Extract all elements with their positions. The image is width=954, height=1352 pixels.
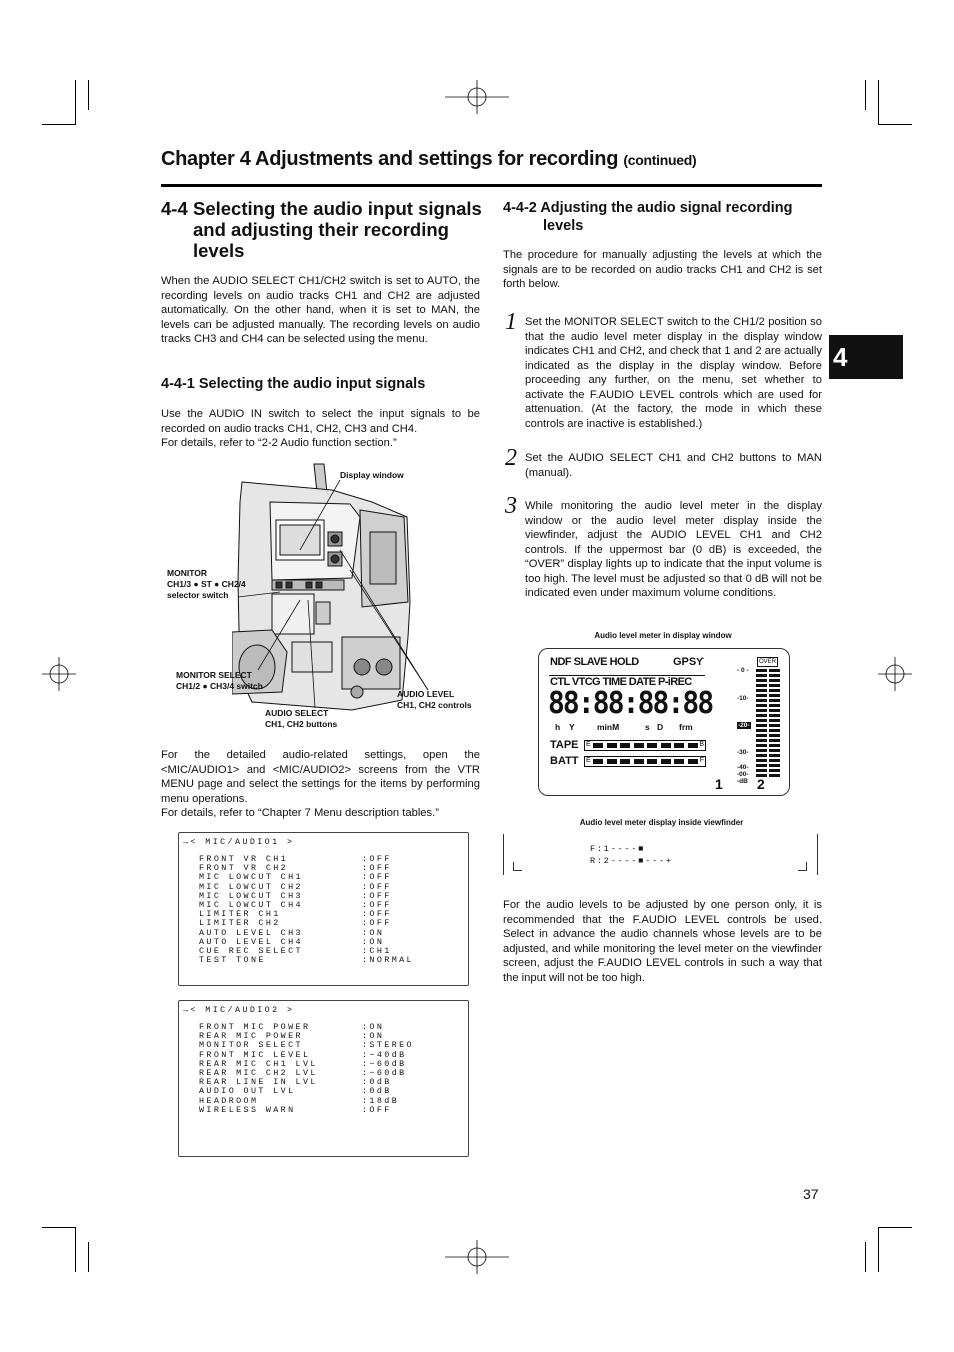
label-audiolevel-line1: AUDIO LEVEL (397, 689, 455, 699)
menu-item-label: LIMITER CH2 (199, 918, 281, 929)
bar-segment (647, 759, 657, 764)
tape-e-label: E (586, 741, 591, 748)
bar-segment (593, 743, 603, 748)
menu-item-label: LIMITER CH1 (199, 909, 281, 920)
viewfinder-meter (590, 843, 673, 867)
crop-mark (75, 1227, 76, 1272)
menu-item-value: :NORMAL (362, 955, 414, 966)
bar-segment (634, 743, 644, 748)
lcd-display-window (538, 648, 790, 796)
registration-mark-icon (445, 1240, 509, 1274)
meter-segment (769, 704, 780, 707)
menu-item-value: :−60dB (362, 1058, 407, 1069)
tape-bar (584, 740, 706, 751)
batt-f-label: F (699, 757, 704, 764)
menu-description-text: For the detailed audio-related settings, open the <MIC/AUDIO1> and <MIC/AUDIO2> screens from the VTR MENU page and select the settings for the items by performing menu operations. (161, 749, 480, 805)
lcd-gps (673, 656, 704, 668)
chapter-title: Chapter 4 Adjustments and settings for recording (161, 148, 619, 170)
menu-item-label: MIC LOWCUT CH4 (199, 900, 303, 910)
meter-segment (769, 764, 780, 767)
section-title-line1: Selecting the audio input signals (193, 198, 482, 219)
meter-segment (756, 734, 767, 737)
menu-item-value: :−40dB (362, 1049, 407, 1060)
scale-label: -dB (737, 778, 748, 785)
menu-item-label: REAR MIC CH1 LVL (199, 1058, 318, 1069)
meter-segment (769, 699, 780, 702)
section-4-4-2-title-line2: levels (543, 218, 584, 234)
meter-segment (756, 769, 767, 772)
lcd-unit-label: s (645, 722, 650, 732)
menu-item-label: FRONT MIC POWER (199, 1022, 311, 1032)
lcd-units (551, 722, 701, 732)
label-audiosel-line2: CH1, CH2 buttons (265, 719, 338, 729)
meter-segment (756, 759, 767, 762)
viewfinder-caption: Audio level meter display inside viewfinder (579, 818, 744, 827)
scale-label: -40- (737, 764, 749, 771)
crop-mark (42, 1227, 76, 1228)
menu-item-value: :OFF (362, 1104, 392, 1115)
lcd-unit-label: D (657, 722, 664, 732)
crop-mark (878, 80, 879, 125)
menu-item-label: AUDIO OUT LVL (199, 1086, 296, 1097)
label-monitor-line2: CH1/3 ● ST ● CH2/4 (167, 579, 246, 589)
label-display-window: Display window (340, 470, 404, 480)
label-monsel-line1: MONITOR SELECT (176, 670, 252, 680)
meter-segment (769, 674, 780, 677)
menu-item-value: :STEREO (362, 1040, 414, 1051)
step-2-number: 2 (505, 445, 517, 471)
meter-segment (769, 734, 780, 737)
meter-segment (756, 704, 767, 707)
meter-segment (769, 694, 780, 697)
channel-1-label: 1 (715, 776, 723, 792)
crop-mark (75, 80, 76, 125)
meter-segment (756, 744, 767, 747)
bar-segment (647, 743, 657, 748)
lcd-batt-label: BATT (550, 755, 579, 767)
lcd-tape-label: TAPE (550, 739, 579, 751)
lcd-row1: NDF SLAVE HOLD (550, 656, 639, 668)
viewfinder-line-rear: R:2----■---+ (590, 856, 673, 866)
menu-item-value: :OFF (362, 863, 392, 874)
chapter-header (161, 148, 696, 171)
menu-item-value: :OFF (362, 909, 392, 920)
step-3-number: 3 (505, 493, 517, 519)
meter-segment (756, 719, 767, 722)
menu-item-value: :−60dB (362, 1068, 407, 1078)
crop-mark (88, 1242, 89, 1272)
bar-segment (688, 743, 698, 748)
meter-segment (756, 749, 767, 752)
meter-segment (756, 729, 767, 732)
batt-e-label: E (586, 757, 591, 764)
section-4-4-1-heading: 4-4-1 Selecting the audio input signals (161, 376, 426, 392)
menu-item-value: :ON (362, 936, 385, 947)
label-monitor-selector (167, 568, 246, 601)
menu-item-value: :OFF (362, 881, 392, 892)
label-audio-level (397, 689, 472, 711)
menu-item-label: FRONT VR CH2 (199, 863, 289, 874)
section-4-4-2-intro: The procedure for manually adjusting the levels at which the signals are to be recorded on audio tracks CH1 and CH2 is set forth below. (503, 249, 822, 290)
meter-segment (769, 719, 780, 722)
bar-segment (607, 743, 617, 748)
bar-segment (607, 759, 617, 764)
menu-mic-audio1 (178, 832, 469, 986)
crop-mark (42, 124, 76, 125)
bar-segment (593, 759, 603, 764)
menu-item-value: :OFF (362, 900, 392, 910)
crop-mark (878, 124, 912, 125)
over-indicator: OVER (759, 659, 777, 665)
menu-item-value: :CH1 (362, 946, 392, 956)
label-audiolevel-line2: CH1, CH2 controls (397, 700, 472, 710)
lcd-unit-label: minM (597, 722, 620, 732)
menu-item-label: REAR MIC POWER (199, 1031, 303, 1042)
menu-mic-audio2 (178, 1000, 469, 1157)
meter-segment (769, 669, 780, 672)
menu-item-value: :ON (362, 1022, 385, 1032)
lcd-unit-label: Y (569, 722, 575, 732)
step-1-text: Set the MONITOR SELECT switch to the CH1/2 position so that the audio level meter display in the display window indicates CH1 and CH2, and check that 1 and 2 are actually indicated as the display in the display window. Before proceeding any further, on the menu, set whether to activate the F.AUDIO LEVEL controls which are used for attenuation. (At the factory, the mode in which these controls are inactive is established.) (525, 316, 822, 430)
menu-title: →< MIC/AUDIO2 > (183, 1005, 295, 1015)
section-4-4-2-heading (503, 199, 833, 235)
menu-item-value: :OFF (362, 918, 392, 929)
meter-segment (769, 724, 780, 727)
menu-item-label: FRONT MIC LEVEL (199, 1049, 311, 1060)
menu-item-label: TEST TONE (199, 955, 266, 966)
bar-segment (620, 759, 630, 764)
section-title-line3: levels (193, 240, 245, 261)
registration-mark-icon (878, 657, 912, 691)
antenna-icon: ϒ (696, 657, 704, 668)
section-4-4-1-ref: For details, refer to “2-2 Audio function section.” (161, 437, 397, 449)
batt-bar (584, 756, 706, 767)
bar-segment (634, 759, 644, 764)
page-number: 37 (803, 1186, 819, 1202)
section-4-4-1-text: Use the AUDIO IN switch to select the input signals to be recorded on audio tracks CH1, CH2, CH3 and CH4. (161, 408, 480, 435)
meter-segment (769, 759, 780, 762)
label-monitor-select (176, 670, 263, 692)
meter-segment (769, 729, 780, 732)
scale-label: -10- (737, 695, 749, 702)
bar-segment (661, 759, 671, 764)
menu-item-label: MIC LOWCUT CH2 (199, 881, 303, 892)
menu-item-label: MIC LOWCUT CH1 (199, 872, 303, 883)
meter-segment (756, 669, 767, 672)
menu-item-label: WIRELESS WARN (199, 1104, 296, 1115)
menu-item-label: REAR LINE IN LVL (199, 1077, 318, 1088)
meter-segment (756, 699, 767, 702)
menu-item-value: :0dB (362, 1077, 392, 1088)
menu-item-label: MIC LOWCUT CH3 (199, 890, 303, 901)
menu-item-label: FRONT VR CH1 (199, 854, 289, 864)
registration-mark-icon (445, 80, 509, 114)
bar-segment (674, 759, 684, 764)
meter-segment (769, 684, 780, 687)
section-4-4-heading (161, 198, 491, 261)
step-3-text: While monitoring the audio level meter in the display window or the audio level meter display inside the viewfinder, adjust the AUDIO LEVEL CH1 and CH2 controls. If the uppermost bar (0 dB) is exceeded, the “OVER” display lights up to indicate that the input volume is too high. The level must be adjusted so that 0 dB will not be indicated even under maximum volume conditions. (525, 500, 822, 599)
section-4-4-2-outro: For the audio levels to be adjusted by one person only, it is recommended that the F.AUDIO LEVEL controls be used. Select in advance the audio channels whose levels are to be adjusted, and while monitoring the level meter on the viewfinder screen, adjust the F.AUDIO LEVEL controls in such a way that the input will not be too high. (503, 899, 822, 984)
section-number: 4-4 (161, 198, 188, 219)
meter-segment (756, 679, 767, 682)
step-2-text: Set the AUDIO SELECT CH1 and CH2 buttons to MAN (manual). (525, 452, 822, 479)
lcd-digits: 88:88:88:88 (548, 686, 713, 721)
meter-segment (756, 689, 767, 692)
label-audio-select (265, 708, 337, 730)
chapter-tab: 4 (829, 335, 903, 379)
meter-segment (769, 754, 780, 757)
menu-item-value: :OFF (362, 890, 392, 901)
scale-label: -00- (737, 771, 749, 778)
crop-mark (878, 1227, 912, 1228)
crop-mark (88, 80, 89, 110)
meter-segment (769, 739, 780, 742)
viewfinder-corner (798, 862, 807, 871)
meter-segment (756, 694, 767, 697)
meter-segment (769, 714, 780, 717)
meter-segment (756, 674, 767, 677)
meter-segment (769, 689, 780, 692)
gps-label: GPS (673, 656, 697, 668)
meter-segment (769, 709, 780, 712)
menu-item-label: CUE REC SELECT (199, 946, 303, 956)
menu-item-label: AUTO LEVEL CH3 (199, 927, 303, 938)
step-1-number: 1 (505, 309, 517, 335)
label-audiosel-line1: AUDIO SELECT (265, 708, 329, 718)
menu-description-ref: For details, refer to “Chapter 7 Menu description tables.” (161, 807, 439, 819)
meter-segment (756, 714, 767, 717)
label-monsel-line2: CH1/2 ● CH3/4 switch (176, 681, 263, 691)
viewfinder-right-edge (817, 834, 818, 875)
tape-b-label: B (699, 741, 704, 748)
crop-mark (865, 1242, 866, 1272)
label-monitor-line1: MONITOR (167, 568, 207, 578)
meter-segment (769, 774, 780, 777)
menu-item-value: :OFF (362, 854, 392, 864)
menu-item-label: REAR MIC CH2 LVL (199, 1068, 318, 1078)
menu-item-value: :OFF (362, 872, 392, 883)
viewfinder-left-edge (503, 834, 504, 875)
menu-title: →< MIC/AUDIO1 > (183, 837, 295, 847)
lcd-caption: Audio level meter in display window (594, 631, 732, 640)
section-4-4-2-title-line1: 4-4-2 Adjusting the audio signal recording (503, 200, 793, 216)
label-monitor-line3: selector switch (167, 590, 229, 600)
meter-segment (756, 684, 767, 687)
registration-mark-icon (42, 657, 76, 691)
channel-2-label: 2 (757, 776, 765, 792)
meter-segment (769, 749, 780, 752)
menu-item-value: :ON (362, 927, 385, 938)
meter-segment (756, 709, 767, 712)
scale-label: -30- (737, 749, 749, 756)
menu-item-label: MONITOR SELECT (199, 1040, 303, 1051)
header-rule (161, 184, 822, 187)
meter-segment (756, 764, 767, 767)
scale-label: -20- (738, 722, 750, 729)
bar-segment (688, 759, 698, 764)
viewfinder-corner (513, 862, 522, 871)
menu-item-label: AUTO LEVEL CH4 (199, 936, 303, 947)
continued-label: (continued) (623, 152, 697, 168)
menu-item-value: :ON (362, 1031, 385, 1042)
meter-segment (756, 724, 767, 727)
section-4-4-intro: When the AUDIO SELECT CH1/CH2 switch is set to AUTO, the recording levels on audio tracks CH1 and CH2 are adjusted automatically. On the other hand, when it is set to MAN, the levels can be adjusted manually. The recording levels on audio tracks CH3 and CH4 can be selected using the menu. (161, 275, 480, 345)
meter-segment (769, 769, 780, 772)
crop-mark (865, 80, 866, 110)
viewfinder-line-front: F:1----■ (590, 844, 646, 854)
meter-segment (769, 744, 780, 747)
bar-segment (661, 743, 671, 748)
meter-segment (756, 754, 767, 757)
meter-segment (756, 739, 767, 742)
lcd-row2: CTL VTCG TIME DATE P-iREC (550, 676, 692, 688)
scale-label: - 0 - (737, 667, 749, 674)
bar-segment (620, 743, 630, 748)
menu-item-value: :0dB (362, 1086, 392, 1097)
lcd-unit-label: h (555, 722, 561, 732)
menu-item-label: HEADROOM (199, 1095, 259, 1106)
lcd-unit-label: frm (679, 722, 693, 732)
section-title-line2: and adjusting their recording (193, 219, 449, 240)
meter-segment (769, 679, 780, 682)
bar-segment (674, 743, 684, 748)
crop-mark (878, 1227, 879, 1272)
menu-item-value: :18dB (362, 1095, 400, 1106)
